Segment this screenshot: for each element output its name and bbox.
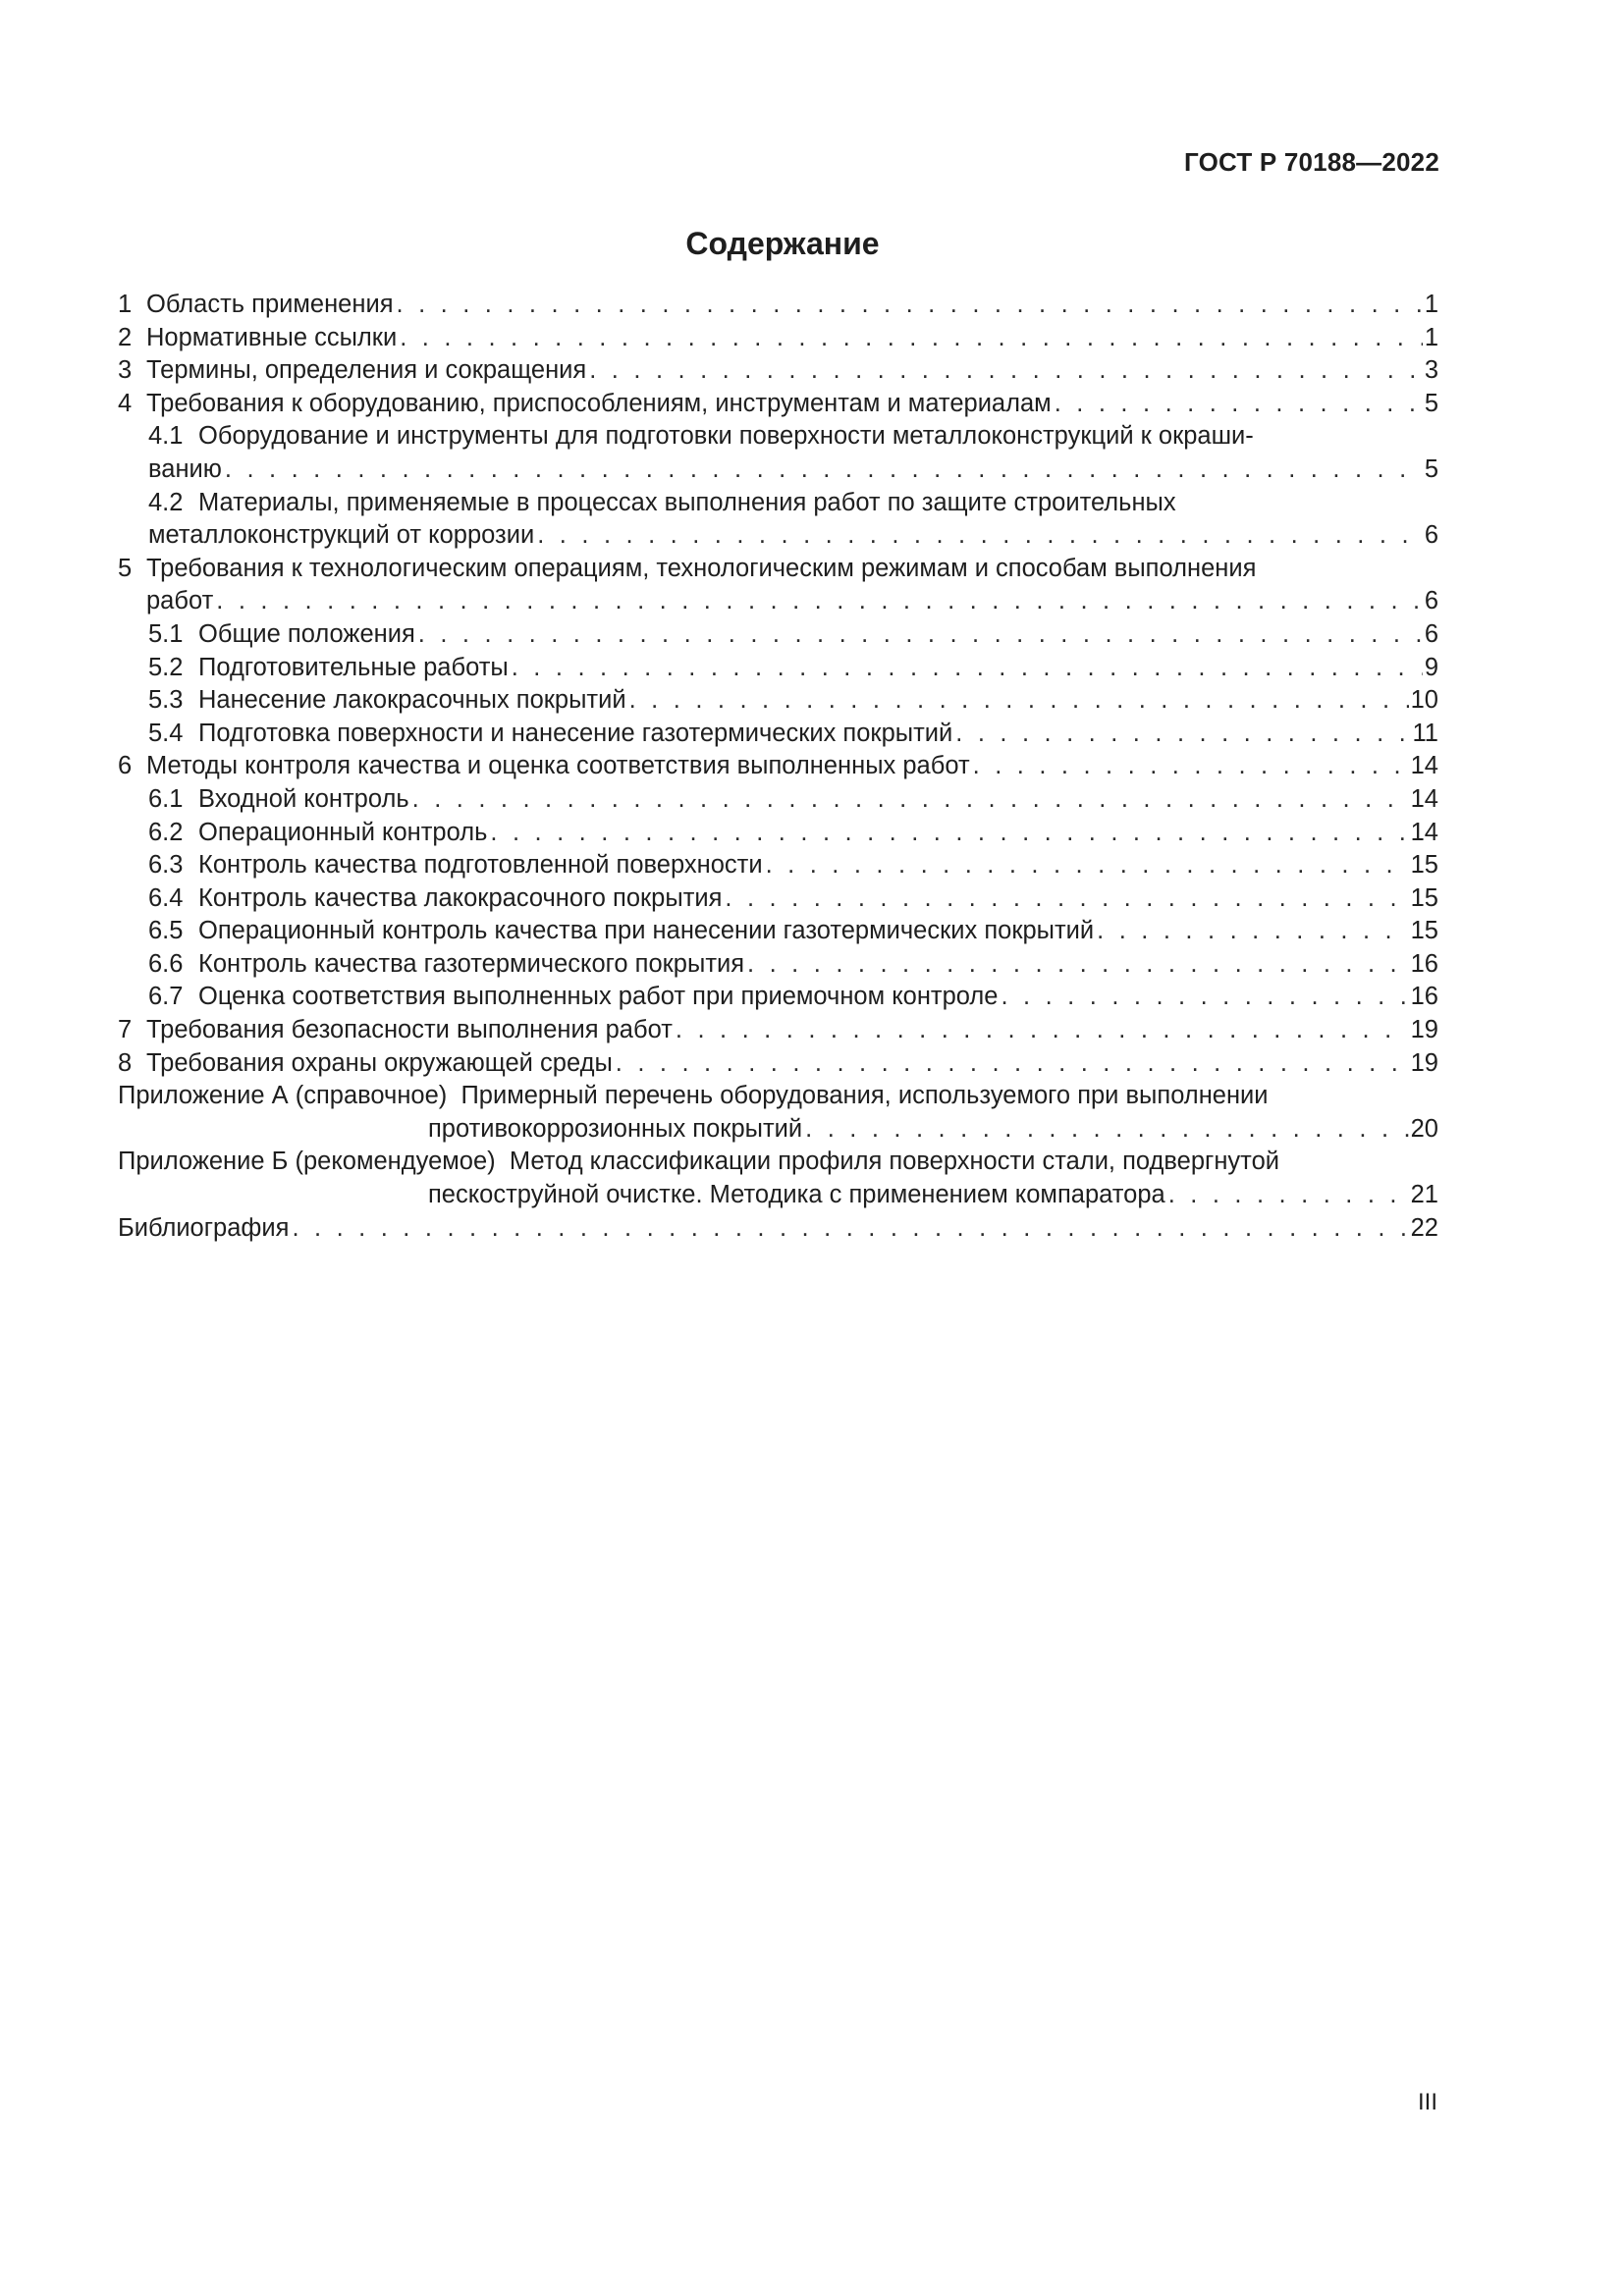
toc-entry-6-1[interactable] — [118, 783, 1438, 817]
page-number: III — [1417, 2089, 1437, 2115]
toc-text-continued: пескоструйной очистке. Методика с применением компаратора — [428, 1181, 1165, 1209]
toc-title: Содержание — [685, 226, 880, 261]
toc-page: 19 — [1410, 1048, 1438, 1077]
toc-number: 4.1 — [148, 422, 184, 451]
toc-leader — [512, 652, 1423, 685]
toc-number: 8 — [118, 1048, 133, 1077]
toc-text: Примерный перечень оборудования, используемого при выполнении — [460, 1082, 1269, 1110]
toc-leader — [418, 618, 1423, 652]
toc-text: Термины, определения и сокращения — [146, 356, 587, 385]
toc-text: Подготовительные работы — [198, 653, 509, 681]
toc-text: Нанесение лакокрасочных покрытий — [198, 686, 626, 715]
toc-entry-5-3[interactable] — [118, 684, 1438, 718]
toc-page: 1 — [1424, 323, 1438, 351]
toc-leader — [1001, 981, 1408, 1014]
toc-entry-6-7[interactable] — [118, 981, 1438, 1014]
toc-entry-6-3[interactable] — [118, 849, 1438, 882]
toc-entry-appendix-a[interactable] — [118, 1080, 1438, 1146]
toc-text-continued: противокоррозионных покрытий — [428, 1114, 803, 1143]
toc-number: 6.2 — [148, 818, 184, 846]
toc-number: 1 — [118, 291, 133, 318]
toc-page: 6 — [1424, 521, 1438, 550]
toc-entry-4[interactable] — [118, 388, 1438, 421]
toc-number: 3 — [118, 356, 133, 385]
toc-number: 2 — [118, 323, 133, 351]
toc-entry-7[interactable] — [118, 1014, 1438, 1047]
toc-text: Требования безопасности выполнения работ — [146, 1016, 673, 1044]
toc-leader — [216, 585, 1423, 618]
toc-number: 6.4 — [148, 883, 184, 912]
toc-page: 1 — [1424, 291, 1438, 318]
toc-text-continued: металлоконструкций от коррозии — [148, 521, 535, 550]
toc-number: 4 — [118, 389, 133, 417]
toc-number: 6.1 — [148, 784, 184, 813]
toc-page: 15 — [1410, 917, 1438, 945]
toc-text: Контроль качества лакокрасочного покрытия — [198, 883, 723, 912]
toc-number: 5.4 — [148, 719, 184, 747]
toc-page: 11 — [1412, 719, 1438, 747]
toc-text: Подготовка поверхности и нанесение газотермических покрытий — [198, 719, 953, 747]
toc-entry-3[interactable] — [118, 354, 1438, 388]
toc-leader — [1168, 1179, 1409, 1212]
toc-leader — [537, 519, 1423, 553]
toc-text: Общие положения — [198, 619, 415, 648]
toc-text-continued: ванию — [148, 454, 222, 483]
toc-number: 7 — [118, 1016, 133, 1044]
toc-number: 4.2 — [148, 488, 184, 516]
toc-number: 6 — [118, 752, 133, 780]
toc-entry-4-1[interactable] — [118, 420, 1438, 486]
toc-leader — [725, 882, 1408, 916]
toc-text: Оценка соответствия выполненных работ при приемочном контроле — [198, 983, 999, 1011]
toc-entry-5-2[interactable] — [118, 652, 1438, 685]
toc-leader — [400, 322, 1423, 355]
toc-entry-1[interactable] — [118, 289, 1438, 322]
toc-text: Методы контроля качества и оценка соответствия выполненных работ — [146, 752, 970, 780]
toc-number: 5.2 — [148, 653, 184, 681]
toc-entry-6[interactable] — [118, 750, 1438, 783]
toc-text-continued: работ — [146, 587, 214, 615]
toc-page: 15 — [1410, 883, 1438, 912]
toc-page: 9 — [1424, 653, 1438, 681]
toc-text: Операционный контроль — [198, 818, 488, 846]
toc-leader — [490, 817, 1408, 850]
toc-text: Требования охраны окружающей среды — [146, 1048, 613, 1077]
toc-page: 6 — [1424, 587, 1438, 615]
toc-text: Нормативные ссылки — [146, 323, 398, 351]
toc-text: Операционный контроль качества при нанесении газотермических покрытий — [198, 917, 1095, 945]
toc-page: 15 — [1410, 851, 1438, 880]
toc-number: 5.3 — [148, 686, 184, 715]
toc-number: 5.1 — [148, 619, 184, 648]
toc-page: 21 — [1410, 1181, 1438, 1209]
toc-number: 5 — [118, 554, 133, 582]
appendix-label: Приложение А (справочное) — [118, 1082, 448, 1110]
toc-leader — [676, 1014, 1409, 1047]
toc-number: 6.5 — [148, 917, 184, 945]
toc-page: 20 — [1410, 1114, 1438, 1143]
toc-entry-bibliography[interactable] — [118, 1212, 1438, 1246]
toc-page: 16 — [1410, 949, 1438, 978]
toc-entry-6-5[interactable] — [118, 915, 1438, 948]
toc-entry-5-1[interactable] — [118, 618, 1438, 652]
toc-page: 10 — [1410, 686, 1438, 715]
toc-leader — [747, 948, 1409, 982]
toc-page: 14 — [1410, 784, 1438, 813]
toc-leader — [955, 718, 1410, 751]
toc-leader — [1055, 388, 1423, 421]
toc-text: Требования к технологическим операциям, технологическим режимам и способам выполнения — [146, 554, 1257, 582]
appendix-label: Приложение Б (рекомендуемое) — [118, 1148, 496, 1176]
toc-page: 3 — [1424, 356, 1438, 385]
toc-entry-6-2[interactable] — [118, 817, 1438, 850]
toc-entry-appendix-b[interactable] — [118, 1146, 1438, 1211]
toc-page: 5 — [1424, 389, 1438, 417]
toc-page: 14 — [1410, 752, 1438, 780]
toc-text: Контроль качества подготовленной поверхности — [198, 851, 763, 880]
toc-entry-2[interactable] — [118, 322, 1438, 355]
toc-leader — [766, 849, 1409, 882]
toc-leader — [629, 684, 1409, 718]
toc-text: Библиография — [118, 1213, 290, 1242]
toc-page: 16 — [1410, 983, 1438, 1011]
toc-text: Метод классификации профиля поверхности стали, подвергнутой — [509, 1148, 1279, 1176]
toc-leader — [397, 289, 1423, 322]
toc-entry-4-2[interactable] — [118, 487, 1438, 553]
toc-leader — [589, 354, 1423, 388]
document-code: ГОСТ Р 70188—2022 — [1184, 147, 1439, 177]
toc-text: Область применения — [146, 291, 394, 318]
toc-entry-5-4[interactable] — [118, 718, 1438, 751]
toc-leader — [616, 1047, 1409, 1081]
toc-number: 6.6 — [148, 949, 184, 978]
toc-page: 6 — [1424, 619, 1438, 648]
toc-entry-8[interactable] — [118, 1047, 1438, 1081]
toc-number: 6.7 — [148, 983, 184, 1011]
toc-text: Требования к оборудованию, приспособлениям, инструментам и материалам — [146, 389, 1052, 417]
toc-leader — [292, 1212, 1408, 1246]
toc-page: 5 — [1424, 454, 1438, 483]
toc-leader — [225, 454, 1423, 487]
toc-entry-6-4[interactable] — [118, 882, 1438, 916]
toc-text: Оборудование и инструменты для подготовки поверхности металлоконструкций к окраши- — [198, 422, 1254, 451]
toc-leader — [1097, 915, 1408, 948]
toc-text: Входной контроль — [198, 784, 409, 813]
toc-entry-6-6[interactable] — [118, 948, 1438, 982]
toc-text: Контроль качества газотермического покрытия — [198, 949, 745, 978]
toc-page: 19 — [1410, 1016, 1438, 1044]
toc-number: 6.3 — [148, 851, 184, 880]
toc-text: Материалы, применяемые в процессах выполнения работ по защите строительных — [198, 488, 1176, 516]
table-of-contents — [118, 289, 1438, 1245]
toc-entry-5[interactable] — [118, 553, 1438, 618]
toc-leader — [805, 1113, 1408, 1147]
toc-page: 22 — [1410, 1213, 1438, 1242]
toc-leader — [973, 750, 1409, 783]
toc-page: 14 — [1410, 818, 1438, 846]
toc-leader — [412, 783, 1409, 817]
